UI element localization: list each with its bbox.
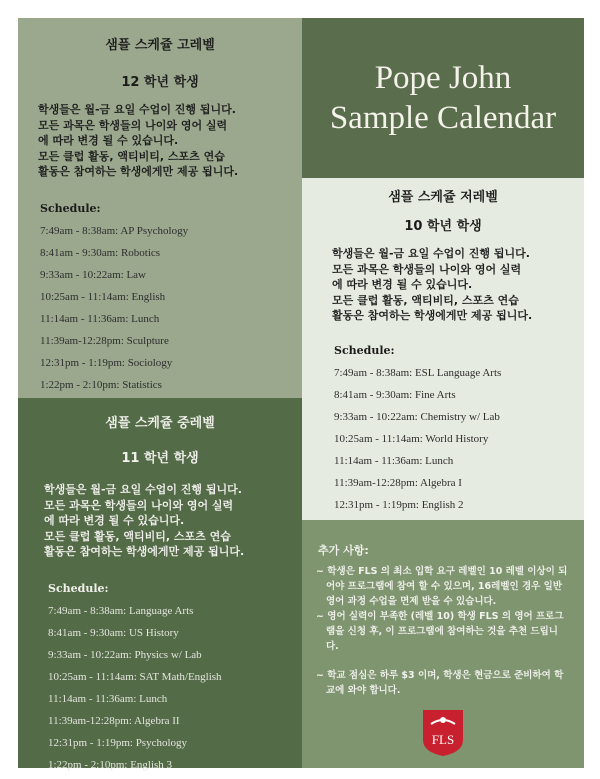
logo-text: FLS xyxy=(431,732,455,747)
junior-schedule-list xyxy=(48,600,302,776)
schedule-item: 9:33am - 10:22am: Chemistry w/ Lab xyxy=(334,410,500,423)
schedule-item: 11:39am-12:28pm: Algebra I xyxy=(334,476,462,489)
intro-line: 학생들은 월-금 요일 수업이 진행 됩니다. xyxy=(38,103,236,116)
schedule-item: 11:14am - 11:36am: Lunch xyxy=(334,454,454,467)
junior-title-line2: 11 학년 학생 xyxy=(121,451,199,466)
intro-line: 모든 과목은 학생들의 나이와 영어 실력 xyxy=(332,262,522,276)
intro-line: 모든 클럽 활동, 액티비티, 스포츠 연습 xyxy=(332,293,519,307)
schedule-item: 11:14am - 11:36am: Lunch xyxy=(40,312,160,325)
title-panel xyxy=(302,18,584,178)
junior-title-line1: 샘플 스케쥴 중레벨 xyxy=(105,416,215,431)
note-item: ~ 학생은 FLS 의 최소 입학 요구 레벨인 10 레벨 이상이 되어야 프로그램에 참여 할 수 있으며, 16레벨인 경우 일반 영어 과정 수업을 면제 받을 수 있습니다. xyxy=(316,566,568,607)
intro-line: 학생들은 월-금 요일 수업이 진행 됩니다. xyxy=(44,483,242,496)
schedule-item: 11:39am-12:28pm: Algebra II xyxy=(48,714,180,727)
senior-schedule-panel xyxy=(18,18,302,398)
senior-title-line1: 샘플 스케쥴 고레벨 xyxy=(105,38,215,53)
sophomore-title-line1: 샘플 스케쥴 저레벨 xyxy=(388,190,498,205)
intro-line: 활동은 참여하는 학생에게만 제공 됩니다. xyxy=(332,309,533,322)
schedule-item: 10:25am - 11:14am: World History xyxy=(334,432,489,445)
intro-line: 모든 과목은 학생들의 나이와 영어 실력 xyxy=(44,498,234,512)
schedule-item: 8:41am - 9:30am: US History xyxy=(48,626,179,639)
schedule-item: 11:14am - 11:36am: Lunch xyxy=(48,692,168,705)
intro-line: 에 따라 변경 될 수 있습니다. xyxy=(44,514,185,527)
schedule-item: 1:22pm - 2:10pm: Statistics xyxy=(40,378,162,391)
senior-schedule-list xyxy=(40,220,302,396)
schedule-item: 12:31pm - 1:19pm: Psychology xyxy=(48,736,188,749)
junior-schedule-label: Schedule: xyxy=(48,581,109,595)
intro-line: 에 따라 변경 될 수 있습니다. xyxy=(332,278,473,291)
schedule-item: 8:41am - 9:30am: Fine Arts xyxy=(334,388,456,401)
schedule-item: 9:33am - 10:22am: Law xyxy=(40,268,147,281)
senior-schedule-label: Schedule: xyxy=(40,201,101,215)
schedule-item: 11:39am-12:28pm: Sculpture xyxy=(40,334,169,347)
intro-line: 활동은 참여하는 학생에게만 제공 됩니다. xyxy=(44,545,245,558)
senior-intro xyxy=(38,102,302,180)
sophomore-title-line2: 10 학년 학생 xyxy=(404,219,482,234)
schedule-item: 8:41am - 9:30am: Robotics xyxy=(40,246,161,259)
intro-line: 에 따라 변경 될 수 있습니다. xyxy=(38,134,179,147)
schedule-item: 10:25am - 11:14am: English xyxy=(40,290,166,303)
senior-title-line2: 12 학년 학생 xyxy=(121,75,199,90)
schedule-item: 7:49am - 8:38am: Language Arts xyxy=(48,604,194,617)
sophomore-intro xyxy=(332,246,584,324)
sophomore-schedule-panel xyxy=(302,178,584,520)
intro-line: 학생들은 월-금 요일 수업이 진행 됩니다. xyxy=(332,247,530,260)
sophomore-schedule-label: Schedule: xyxy=(334,343,395,357)
junior-intro xyxy=(44,482,302,560)
notes-heading: 추가 사항: xyxy=(318,544,369,557)
intro-line: 모든 클럽 활동, 액티비티, 스포츠 연습 xyxy=(38,149,225,163)
title-line1: Pope John xyxy=(374,60,512,96)
note-item: ~ 학교 점심은 하루 $3 이며, 학생은 현금으로 준비하여 학교에 와야 합니다. xyxy=(316,670,564,696)
junior-schedule-panel xyxy=(18,398,302,771)
intro-line: 모든 클럽 활동, 액티비티, 스포츠 연습 xyxy=(44,529,231,543)
fls-logo xyxy=(421,708,465,758)
schedule-item: 7:49am - 8:38am: ESL Language Arts xyxy=(334,366,502,379)
schedule-item: 1:22pm - 2:10pm: English 3 xyxy=(48,758,173,771)
schedule-item: 12:31pm - 1:19pm: English 2 xyxy=(334,498,464,511)
intro-line: 모든 과목은 학생들의 나이와 영어 실력 xyxy=(38,118,228,132)
page-title xyxy=(302,58,584,138)
schedule-item: 12:31pm - 1:19pm: Sociology xyxy=(40,356,173,369)
schedule-item: 10:25am - 11:14am: SAT Math/English xyxy=(48,670,222,683)
schedule-item: 7:49am - 8:38am: AP Psychology xyxy=(40,224,189,237)
notes-panel xyxy=(302,520,584,768)
intro-line: 활동은 참여하는 학생에게만 제공 됩니다. xyxy=(38,165,239,178)
note-item: ~ 영어 실력이 부족한 (레벨 10) 학생 FLS 의 영어 프로그램을 신청 후, 이 프로그램에 참여하는 것을 추천 드립니다. xyxy=(316,611,564,652)
title-line2: Sample Calendar xyxy=(329,100,557,136)
sophomore-schedule-list xyxy=(334,362,584,516)
schedule-item: 9:33am - 10:22am: Physics w/ Lab xyxy=(48,648,202,661)
